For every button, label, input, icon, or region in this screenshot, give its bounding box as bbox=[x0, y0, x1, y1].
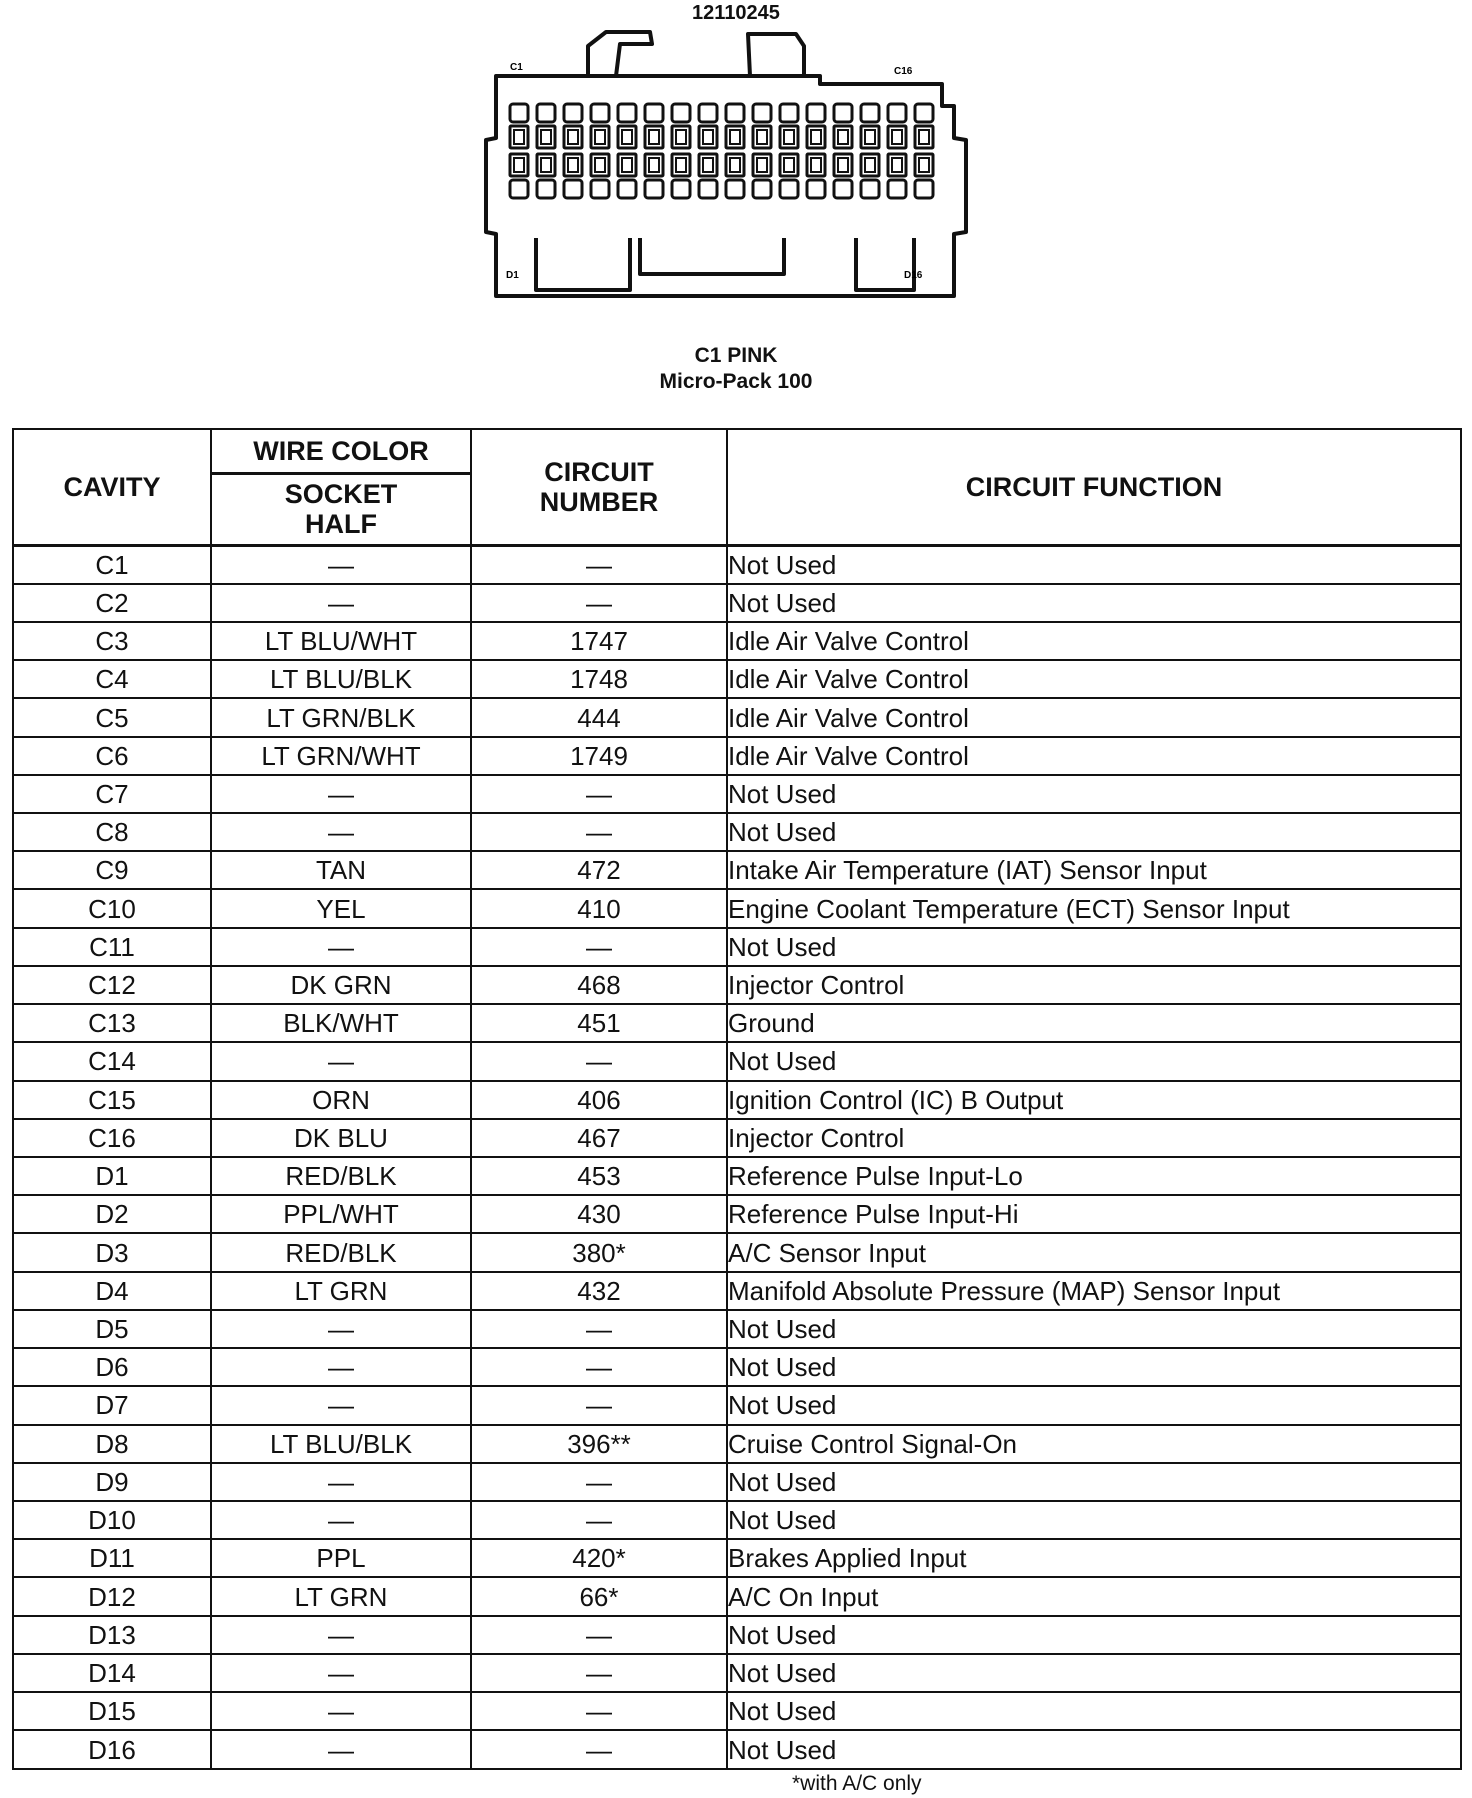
circuit-number-cell: — bbox=[471, 1310, 727, 1348]
connector-pin bbox=[564, 180, 582, 198]
wire-color-cell: LT GRN/BLK bbox=[211, 698, 471, 736]
header-circuit-number-label: CIRCUIT NUMBER bbox=[539, 456, 659, 517]
table-row bbox=[13, 737, 1461, 775]
wire-color-cell: — bbox=[211, 928, 471, 966]
table-row bbox=[13, 584, 1461, 622]
connector-pin bbox=[564, 104, 582, 122]
connector-pin bbox=[672, 180, 690, 198]
wire-color-cell: ORN bbox=[211, 1081, 471, 1119]
connector-pin-socket bbox=[676, 158, 686, 172]
header-socket-half bbox=[211, 473, 471, 545]
table-row bbox=[13, 1730, 1461, 1769]
connector-pin-socket bbox=[703, 158, 713, 172]
connector-pin bbox=[888, 180, 906, 198]
circuit-function-cell: Idle Air Valve Control bbox=[727, 622, 1461, 660]
connector-pin-socket bbox=[757, 158, 767, 172]
connector-pin bbox=[861, 180, 879, 198]
wire-color-cell: — bbox=[211, 1386, 471, 1424]
label-d1: D1 bbox=[506, 270, 519, 281]
cavity-cell: D15 bbox=[13, 1692, 211, 1730]
circuit-function-cell: Injector Control bbox=[727, 966, 1461, 1004]
wire-color-cell: YEL bbox=[211, 889, 471, 927]
table-row bbox=[13, 1539, 1461, 1577]
cavity-cell: C6 bbox=[13, 737, 211, 775]
circuit-number-cell: 467 bbox=[471, 1119, 727, 1157]
header-socket-half-label: SOCKET HALF bbox=[284, 479, 398, 539]
cavity-cell: D5 bbox=[13, 1310, 211, 1348]
cavity-cell: D7 bbox=[13, 1386, 211, 1424]
circuit-number-cell: — bbox=[471, 584, 727, 622]
connector-pin-socket bbox=[676, 130, 686, 144]
connector-pin bbox=[699, 180, 717, 198]
connector-pin-socket bbox=[649, 130, 659, 144]
wire-color-cell: LT GRN bbox=[211, 1272, 471, 1310]
header-circuit-number bbox=[471, 429, 727, 545]
wire-color-cell: LT GRN/WHT bbox=[211, 737, 471, 775]
circuit-number-cell: 468 bbox=[471, 966, 727, 1004]
circuit-number-cell: 1749 bbox=[471, 737, 727, 775]
header-circuit-function: CIRCUIT FUNCTION bbox=[727, 429, 1461, 545]
header-cavity: CAVITY bbox=[13, 429, 211, 545]
cavity-cell: C8 bbox=[13, 813, 211, 851]
connector-pin-socket bbox=[865, 130, 875, 144]
circuit-function-cell: Not Used bbox=[727, 928, 1461, 966]
pinout-table bbox=[12, 428, 1462, 1770]
pins-row-top bbox=[510, 104, 933, 122]
circuit-function-cell: Reference Pulse Input-Hi bbox=[727, 1195, 1461, 1233]
connector-pin-socket bbox=[568, 130, 578, 144]
pinout-table-body bbox=[13, 545, 1461, 1769]
wire-color-cell: DK BLU bbox=[211, 1119, 471, 1157]
connector-pin-socket bbox=[595, 158, 605, 172]
wire-color-cell: LT BLU/WHT bbox=[211, 622, 471, 660]
connector-pin bbox=[915, 180, 933, 198]
circuit-function-cell: Not Used bbox=[727, 1386, 1461, 1424]
connector-pin bbox=[618, 180, 636, 198]
circuit-number-cell: — bbox=[471, 775, 727, 813]
wire-color-cell: — bbox=[211, 1310, 471, 1348]
circuit-number-cell: — bbox=[471, 813, 727, 851]
connector-pin bbox=[807, 180, 825, 198]
connector-pin-socket bbox=[622, 158, 632, 172]
connector-pin-socket bbox=[514, 158, 524, 172]
circuit-function-cell: Idle Air Valve Control bbox=[727, 698, 1461, 736]
connector-pin bbox=[618, 104, 636, 122]
cavity-cell: C4 bbox=[13, 660, 211, 698]
cavity-cell: D8 bbox=[13, 1425, 211, 1463]
table-row bbox=[13, 1272, 1461, 1310]
wire-color-cell: — bbox=[211, 584, 471, 622]
cavity-cell: C14 bbox=[13, 1042, 211, 1080]
cavity-cell: D4 bbox=[13, 1272, 211, 1310]
table-row bbox=[13, 1233, 1461, 1271]
label-c16: C16 bbox=[894, 66, 913, 77]
pins-row-lower bbox=[510, 154, 933, 176]
connector-pin bbox=[888, 104, 906, 122]
cavity-cell: D9 bbox=[13, 1463, 211, 1501]
connector-pin-socket bbox=[784, 130, 794, 144]
connector-pin-socket bbox=[865, 158, 875, 172]
label-c1: C1 bbox=[510, 62, 523, 73]
table-row bbox=[13, 1157, 1461, 1195]
circuit-number-cell: — bbox=[471, 1730, 727, 1769]
connector-pin-socket bbox=[811, 130, 821, 144]
footnote: *with A/C only bbox=[792, 1772, 922, 1795]
circuit-function-cell: Not Used bbox=[727, 584, 1461, 622]
circuit-number-cell: 1747 bbox=[471, 622, 727, 660]
table-row bbox=[13, 851, 1461, 889]
circuit-function-cell: Not Used bbox=[727, 545, 1461, 584]
connector-pin-socket bbox=[649, 158, 659, 172]
connector-pin bbox=[780, 180, 798, 198]
circuit-function-cell: Not Used bbox=[727, 1310, 1461, 1348]
circuit-number-cell: — bbox=[471, 1386, 727, 1424]
circuit-function-cell: Not Used bbox=[727, 1042, 1461, 1080]
wire-color-cell: — bbox=[211, 1730, 471, 1769]
circuit-number-cell: — bbox=[471, 928, 727, 966]
circuit-function-cell: Intake Air Temperature (IAT) Sensor Input bbox=[727, 851, 1461, 889]
connector-pin bbox=[645, 180, 663, 198]
connector-pin bbox=[591, 180, 609, 198]
cavity-cell: C3 bbox=[13, 622, 211, 660]
circuit-number-cell: — bbox=[471, 1348, 727, 1386]
circuit-number-cell: 380* bbox=[471, 1233, 727, 1271]
pins-row-upper bbox=[510, 126, 933, 148]
cavity-cell: C12 bbox=[13, 966, 211, 1004]
table-row bbox=[13, 966, 1461, 1004]
connector-pin bbox=[672, 104, 690, 122]
circuit-number-cell: 453 bbox=[471, 1157, 727, 1195]
cavity-cell: C7 bbox=[13, 775, 211, 813]
table-row bbox=[13, 1195, 1461, 1233]
connector-pin-socket bbox=[730, 158, 740, 172]
cavity-cell: D3 bbox=[13, 1233, 211, 1271]
circuit-function-cell: Not Used bbox=[727, 1692, 1461, 1730]
wire-color-cell: LT GRN bbox=[211, 1577, 471, 1615]
circuit-number-cell: 406 bbox=[471, 1081, 727, 1119]
circuit-function-cell: Not Used bbox=[727, 813, 1461, 851]
connector-pin-socket bbox=[892, 158, 902, 172]
table-row bbox=[13, 1386, 1461, 1424]
table-row bbox=[13, 1616, 1461, 1654]
circuit-function-cell: A/C Sensor Input bbox=[727, 1233, 1461, 1271]
circuit-number-cell: 420* bbox=[471, 1539, 727, 1577]
cavity-cell: D14 bbox=[13, 1654, 211, 1692]
cavity-cell: C13 bbox=[13, 1004, 211, 1042]
connector-pin bbox=[510, 180, 528, 198]
cavity-cell: C11 bbox=[13, 928, 211, 966]
cavity-cell: C1 bbox=[13, 545, 211, 584]
table-row bbox=[13, 1042, 1461, 1080]
connector-pin-socket bbox=[757, 130, 767, 144]
table-row bbox=[13, 545, 1461, 584]
cavity-cell: D11 bbox=[13, 1539, 211, 1577]
connector-pin bbox=[915, 104, 933, 122]
connector-diagram bbox=[480, 28, 976, 308]
circuit-function-cell: Not Used bbox=[727, 775, 1461, 813]
table-row bbox=[13, 1310, 1461, 1348]
wire-color-cell: — bbox=[211, 1501, 471, 1539]
table-row bbox=[13, 1501, 1461, 1539]
circuit-function-cell: Brakes Applied Input bbox=[727, 1539, 1461, 1577]
connector-pin bbox=[537, 104, 555, 122]
wire-color-cell: RED/BLK bbox=[211, 1157, 471, 1195]
connector-pin bbox=[834, 104, 852, 122]
wire-color-cell: — bbox=[211, 545, 471, 584]
label-d16: D16 bbox=[904, 270, 923, 281]
wire-color-cell: — bbox=[211, 1692, 471, 1730]
circuit-number-cell: 410 bbox=[471, 889, 727, 927]
connector-pin bbox=[834, 180, 852, 198]
circuit-function-cell: Ground bbox=[727, 1004, 1461, 1042]
circuit-number-cell: 444 bbox=[471, 698, 727, 736]
wire-color-cell: — bbox=[211, 1348, 471, 1386]
connector-pin bbox=[726, 180, 744, 198]
cavity-cell: D16 bbox=[13, 1730, 211, 1769]
wire-color-cell: — bbox=[211, 1042, 471, 1080]
table-row bbox=[13, 1425, 1461, 1463]
circuit-number-cell: 1748 bbox=[471, 660, 727, 698]
pinout-table-header bbox=[13, 429, 1461, 545]
table-row bbox=[13, 622, 1461, 660]
table-row bbox=[13, 775, 1461, 813]
table-row bbox=[13, 813, 1461, 851]
connector-pin bbox=[861, 104, 879, 122]
circuit-number-cell: 432 bbox=[471, 1272, 727, 1310]
wire-color-cell: BLK/WHT bbox=[211, 1004, 471, 1042]
connector-pin bbox=[591, 104, 609, 122]
circuit-function-cell: Cruise Control Signal-On bbox=[727, 1425, 1461, 1463]
connector-pin-socket bbox=[919, 158, 929, 172]
cavity-cell: D6 bbox=[13, 1348, 211, 1386]
table-row bbox=[13, 1654, 1461, 1692]
cavity-cell: C16 bbox=[13, 1119, 211, 1157]
wire-color-cell: PPL/WHT bbox=[211, 1195, 471, 1233]
circuit-function-cell: Ignition Control (IC) B Output bbox=[727, 1081, 1461, 1119]
connector-pin-socket bbox=[622, 130, 632, 144]
table-row bbox=[13, 1692, 1461, 1730]
circuit-function-cell: Manifold Absolute Pressure (MAP) Sensor Input bbox=[727, 1272, 1461, 1310]
cavity-cell: C15 bbox=[13, 1081, 211, 1119]
circuit-function-cell: Not Used bbox=[727, 1463, 1461, 1501]
cavity-cell: D10 bbox=[13, 1501, 211, 1539]
header-wire-color: WIRE COLOR bbox=[211, 429, 471, 473]
cavity-cell: C10 bbox=[13, 889, 211, 927]
circuit-number-cell: 66* bbox=[471, 1577, 727, 1615]
connector-color-caption: C1 PINK bbox=[694, 344, 778, 367]
circuit-function-cell: Not Used bbox=[727, 1616, 1461, 1654]
circuit-function-cell: Not Used bbox=[727, 1730, 1461, 1769]
circuit-number-cell: — bbox=[471, 1463, 727, 1501]
wire-color-cell: LT BLU/BLK bbox=[211, 1425, 471, 1463]
circuit-number-cell: 396** bbox=[471, 1425, 727, 1463]
connector-pin-socket bbox=[811, 158, 821, 172]
wire-color-cell: — bbox=[211, 813, 471, 851]
connector-pin-socket bbox=[541, 130, 551, 144]
cavity-cell: D1 bbox=[13, 1157, 211, 1195]
wire-color-cell: — bbox=[211, 1616, 471, 1654]
connector-pin-socket bbox=[838, 158, 848, 172]
connector-pin bbox=[753, 180, 771, 198]
cavity-cell: D2 bbox=[13, 1195, 211, 1233]
connector-pin-socket bbox=[892, 130, 902, 144]
table-row bbox=[13, 889, 1461, 927]
connector-pin bbox=[726, 104, 744, 122]
circuit-function-cell: Idle Air Valve Control bbox=[727, 660, 1461, 698]
circuit-function-cell: Idle Air Valve Control bbox=[727, 737, 1461, 775]
table-row bbox=[13, 698, 1461, 736]
wire-color-cell: — bbox=[211, 1654, 471, 1692]
connector-part-number: 12110245 bbox=[692, 2, 780, 24]
table-row bbox=[13, 1463, 1461, 1501]
circuit-number-cell: — bbox=[471, 545, 727, 584]
connector-pin-socket bbox=[730, 130, 740, 144]
table-row bbox=[13, 660, 1461, 698]
connector-pin-socket bbox=[838, 130, 848, 144]
table-row bbox=[13, 1004, 1461, 1042]
table-row bbox=[13, 1119, 1461, 1157]
wire-color-cell: PPL bbox=[211, 1539, 471, 1577]
circuit-function-cell: Injector Control bbox=[727, 1119, 1461, 1157]
connector-pin-socket bbox=[514, 130, 524, 144]
circuit-function-cell: Not Used bbox=[727, 1501, 1461, 1539]
connector-pin bbox=[645, 104, 663, 122]
connector-pin-socket bbox=[919, 130, 929, 144]
connector-pin bbox=[699, 104, 717, 122]
table-row bbox=[13, 1577, 1461, 1615]
wire-color-cell: RED/BLK bbox=[211, 1233, 471, 1271]
connector-pin-socket bbox=[541, 158, 551, 172]
circuit-function-cell: Reference Pulse Input-Lo bbox=[727, 1157, 1461, 1195]
table-row bbox=[13, 1348, 1461, 1386]
circuit-function-cell: Not Used bbox=[727, 1348, 1461, 1386]
connector-type-caption: Micro-Pack 100 bbox=[659, 370, 813, 393]
circuit-function-cell: A/C On Input bbox=[727, 1577, 1461, 1615]
wire-color-cell: TAN bbox=[211, 851, 471, 889]
circuit-function-cell: Not Used bbox=[727, 1654, 1461, 1692]
circuit-function-cell: Engine Coolant Temperature (ECT) Sensor Input bbox=[727, 889, 1461, 927]
wire-color-cell: LT BLU/BLK bbox=[211, 660, 471, 698]
wire-color-cell: — bbox=[211, 775, 471, 813]
cavity-cell: D13 bbox=[13, 1616, 211, 1654]
cavity-cell: C5 bbox=[13, 698, 211, 736]
circuit-number-cell: 451 bbox=[471, 1004, 727, 1042]
cavity-cell: C9 bbox=[13, 851, 211, 889]
circuit-number-cell: — bbox=[471, 1501, 727, 1539]
cavity-cell: C2 bbox=[13, 584, 211, 622]
circuit-number-cell: 430 bbox=[471, 1195, 727, 1233]
connector-pin bbox=[537, 180, 555, 198]
connector-pin-socket bbox=[595, 130, 605, 144]
connector-pin bbox=[807, 104, 825, 122]
connector-pin-socket bbox=[703, 130, 713, 144]
pins-row-bottom bbox=[510, 180, 933, 198]
connector-pin bbox=[753, 104, 771, 122]
connector-pin bbox=[780, 104, 798, 122]
wire-color-cell: DK GRN bbox=[211, 966, 471, 1004]
circuit-number-cell: — bbox=[471, 1042, 727, 1080]
cavity-cell: D12 bbox=[13, 1577, 211, 1615]
circuit-number-cell: 472 bbox=[471, 851, 727, 889]
circuit-number-cell: — bbox=[471, 1654, 727, 1692]
table-row bbox=[13, 928, 1461, 966]
connector-pin-socket bbox=[784, 158, 794, 172]
circuit-number-cell: — bbox=[471, 1692, 727, 1730]
connector-pin-socket bbox=[568, 158, 578, 172]
table-row bbox=[13, 1081, 1461, 1119]
wire-color-cell: — bbox=[211, 1463, 471, 1501]
circuit-number-cell: — bbox=[471, 1616, 727, 1654]
connector-pin bbox=[510, 104, 528, 122]
